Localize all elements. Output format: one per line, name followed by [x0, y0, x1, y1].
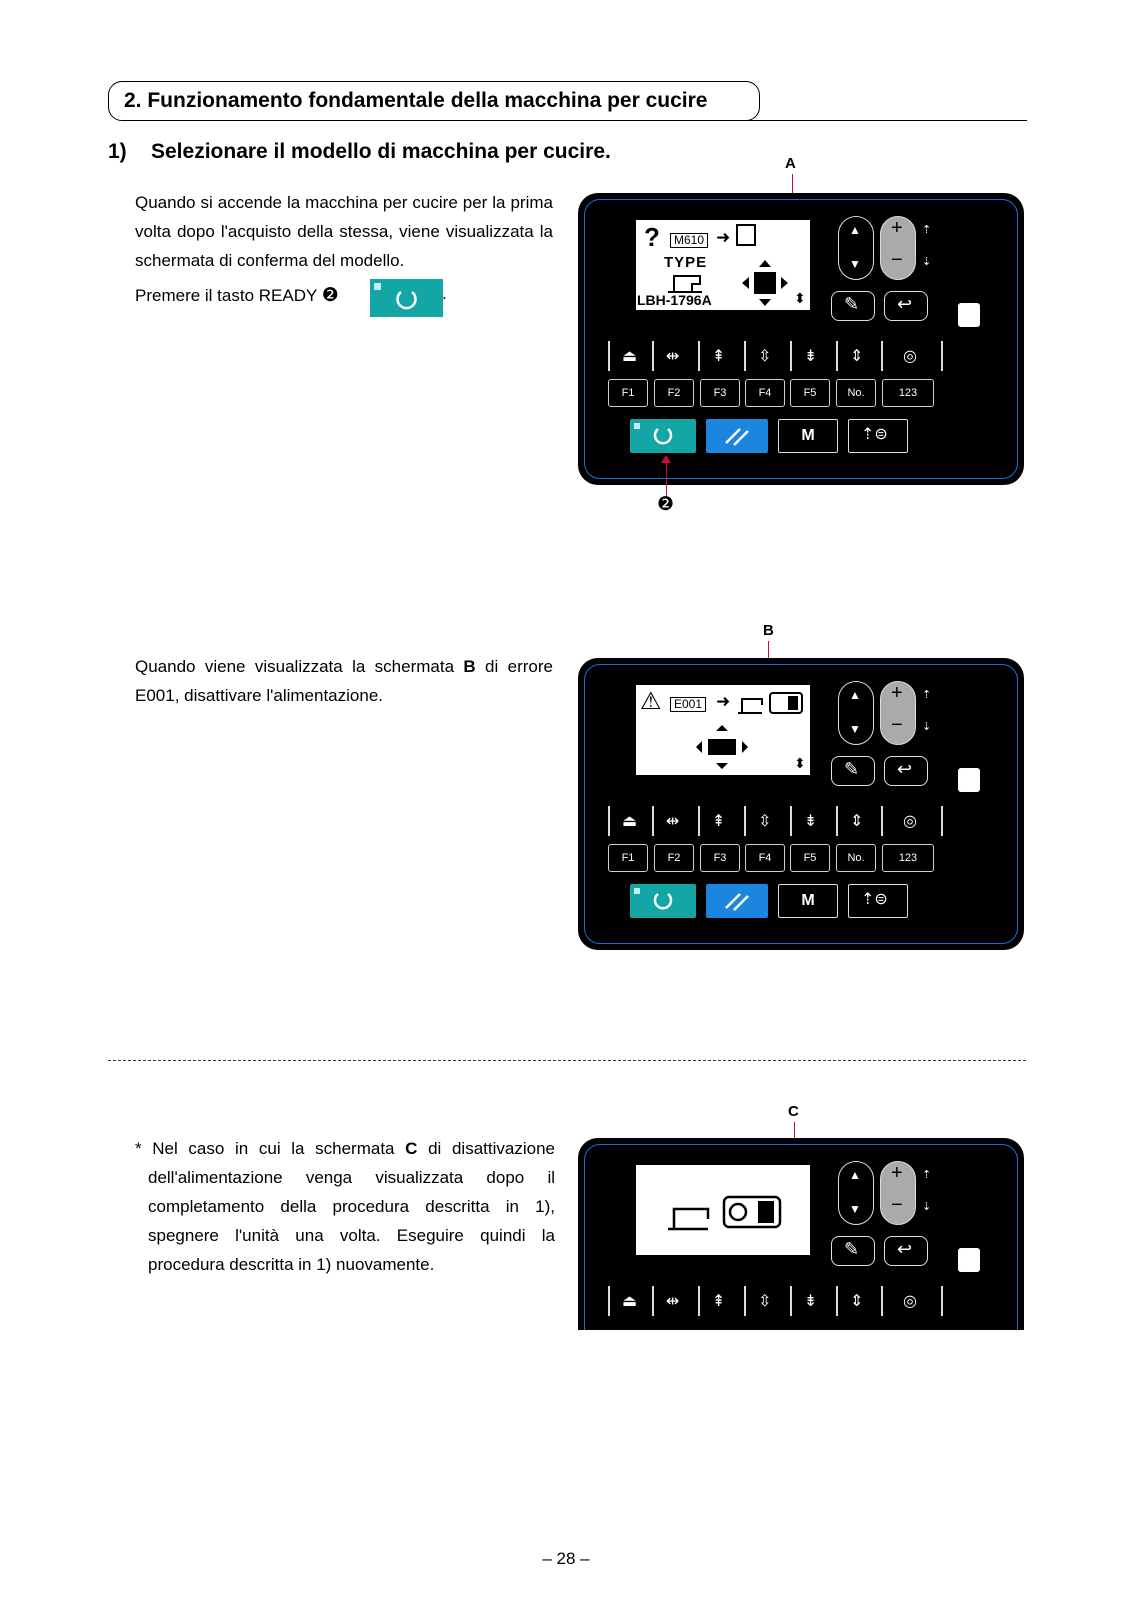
stitch-pitch-icon[interactable]: ⇞ — [712, 1293, 726, 1310]
operation-panel-c — [578, 1138, 1024, 1330]
model-code: M610 — [670, 233, 708, 248]
up-down-key[interactable] — [838, 681, 874, 745]
stitch-width-icon[interactable]: ⇹ — [666, 348, 680, 365]
page-number: – 28 – — [542, 1549, 590, 1568]
f5-key[interactable]: F5 — [790, 379, 830, 407]
plus-minus-key[interactable] — [880, 216, 916, 280]
edit-key[interactable] — [831, 291, 875, 321]
f4-key[interactable]: F4 — [745, 844, 785, 872]
counter-key[interactable]: 123 — [882, 844, 934, 872]
marker-2-arrowhead — [661, 455, 671, 463]
warning-icon: ⚠ — [640, 688, 662, 715]
up-down-key[interactable] — [838, 1161, 874, 1225]
f1-key[interactable]: F1 — [608, 379, 648, 407]
nfc-icon — [958, 303, 980, 327]
minus-icon: − — [891, 714, 903, 736]
pencil-icon: ✎ — [844, 294, 860, 314]
stitch-width-icon[interactable]: ⇹ — [666, 813, 680, 830]
marker-c: C — [788, 1103, 799, 1120]
plus-icon: + — [891, 1162, 903, 1184]
arrow-right-icon: ➜ — [716, 692, 731, 711]
up-icon: ▲ — [849, 688, 861, 702]
marker-b: B — [763, 622, 774, 639]
m-key[interactable]: M — [778, 884, 838, 918]
thread-up-icon: ⇡ — [922, 1169, 932, 1181]
winder-key[interactable] — [848, 884, 908, 918]
ready-key-inline — [370, 279, 443, 317]
power-off-icon — [736, 691, 806, 717]
return-icon: ↩ — [897, 294, 913, 314]
minus-icon: − — [891, 1194, 903, 1216]
f5-key[interactable]: F5 — [790, 844, 830, 872]
m-key[interactable]: M — [778, 419, 838, 453]
operation-panel-a — [578, 193, 1024, 485]
sewing-machine-icon — [666, 272, 706, 294]
instruction-line — [135, 284, 339, 307]
cutting-icon[interactable]: ⇕ — [850, 1293, 864, 1310]
key-number-2: ❷ — [321, 285, 339, 306]
plus-minus-key[interactable] — [880, 681, 916, 745]
bartack-icon[interactable]: ⇟ — [804, 1293, 818, 1310]
cutting-icon[interactable]: ⇕ — [850, 813, 864, 830]
paragraph-2 — [135, 652, 553, 710]
return-key[interactable] — [884, 1236, 928, 1266]
stitch-width-icon[interactable]: ⇹ — [666, 1293, 680, 1310]
counter-key[interactable]: 123 — [882, 379, 934, 407]
screen-a — [636, 220, 810, 310]
paragraph-3-bold: C — [405, 1139, 418, 1158]
pencil-icon: ✎ — [844, 1239, 860, 1259]
type-label: TYPE — [664, 254, 708, 271]
plus-icon: + — [891, 682, 903, 704]
thread-down-icon: ⇣ — [922, 1201, 932, 1213]
thread-down-icon: ⇣ — [922, 721, 932, 733]
f3-key[interactable]: F3 — [700, 844, 740, 872]
minus-icon: − — [891, 249, 903, 271]
ready-key[interactable] — [630, 884, 696, 918]
dashed-separator — [108, 1060, 1026, 1061]
power-off-screen-icon — [666, 1191, 786, 1235]
reset-icon — [706, 419, 768, 453]
presser-foot-icon[interactable]: ⏏ — [622, 1293, 638, 1310]
bobbin-winder-icon: ⇡⊜ — [861, 426, 888, 443]
length-icon[interactable]: ⇳ — [758, 1293, 772, 1310]
instruction-suffix: . — [442, 284, 447, 303]
presser-foot-icon[interactable]: ⏏ — [622, 348, 638, 365]
instruction-prefix: Premere il tasto READY — [135, 286, 318, 305]
length-icon[interactable]: ⇳ — [758, 348, 772, 365]
scroll-icon: ⬍ — [794, 755, 806, 771]
section-title: 2. Funzionamento fondamentale della macchina per cucire — [124, 89, 708, 112]
paragraph-1: Quando si accende la macchina per cucire per la prima volta dopo l'acquisto della stessa, viene visualizzata la schermata di conferma del modello. — [135, 193, 553, 270]
tension-icon[interactable]: ◎ — [903, 1293, 917, 1310]
down-icon: ▼ — [849, 1202, 861, 1216]
marker-2: ❷ — [657, 494, 675, 515]
edit-key[interactable] — [831, 756, 875, 786]
thread-up-icon: ⇡ — [922, 224, 932, 236]
tension-icon[interactable]: ◎ — [903, 348, 917, 365]
selection-icon — [694, 723, 750, 771]
section-header-rule — [740, 120, 1027, 121]
function-icon-row — [608, 806, 980, 836]
plus-icon: + — [891, 217, 903, 239]
stitch-pitch-icon[interactable]: ⇞ — [712, 813, 726, 830]
stitch-pitch-icon[interactable]: ⇞ — [712, 348, 726, 365]
thread-down-icon: ⇣ — [922, 256, 932, 268]
ready-indicator — [634, 423, 640, 429]
reset-key[interactable] — [706, 419, 768, 453]
winder-key[interactable] — [848, 419, 908, 453]
down-icon: ▼ — [849, 722, 861, 736]
touch-icon — [736, 224, 756, 246]
paragraph-2-before: Quando viene visualizzata la schermata — [135, 657, 455, 676]
subsection-title: Selezionare il modello di macchina per cucire. — [151, 140, 611, 163]
tension-icon[interactable]: ◎ — [903, 813, 917, 830]
thread-up-icon: ⇡ — [922, 689, 932, 701]
question-icon: ? — [644, 222, 660, 252]
return-icon: ↩ — [897, 1239, 913, 1259]
pencil-icon: ✎ — [844, 759, 860, 779]
return-icon: ↩ — [897, 759, 913, 779]
up-down-key[interactable] — [838, 216, 874, 280]
edit-key[interactable] — [831, 1236, 875, 1266]
paragraph-2-bold: B — [463, 657, 476, 676]
arrow-right-icon: ➜ — [716, 228, 731, 247]
ready-indicator — [374, 283, 381, 290]
nfc-icon — [958, 1248, 980, 1272]
scroll-icon: ⬍ — [794, 290, 806, 306]
operation-panel-b — [578, 658, 1024, 950]
panel-crop-mask — [570, 1330, 1030, 1360]
return-key[interactable] — [884, 756, 928, 786]
screen-b — [636, 685, 810, 775]
pattern-no-key[interactable]: No. — [836, 379, 876, 407]
marker-a: A — [785, 155, 796, 172]
screen-c — [636, 1165, 810, 1255]
bartack-icon[interactable]: ⇟ — [804, 813, 818, 830]
function-icon-row — [608, 1286, 980, 1316]
four-way-arrows-icon — [740, 258, 790, 308]
error-code: E001 — [670, 697, 706, 712]
down-icon: ▼ — [849, 257, 861, 271]
f3-key[interactable]: F3 — [700, 379, 740, 407]
plus-minus-key[interactable] — [880, 1161, 916, 1225]
cutting-icon[interactable]: ⇕ — [850, 348, 864, 365]
marker-2-line — [666, 460, 667, 496]
paragraph-2-after: di errore E001, disattivare l'alimentazione. — [135, 657, 553, 705]
return-key[interactable] — [884, 291, 928, 321]
f4-key[interactable]: F4 — [745, 379, 785, 407]
f2-key[interactable]: F2 — [654, 844, 694, 872]
function-icon-row — [608, 341, 980, 371]
f1-key[interactable]: F1 — [608, 844, 648, 872]
f2-key[interactable]: F2 — [654, 379, 694, 407]
paragraph-3-before: * Nel caso in cui la schermata — [135, 1139, 395, 1158]
model-name: LBH-1796A — [637, 292, 712, 308]
up-icon: ▲ — [849, 223, 861, 237]
bartack-icon[interactable]: ⇟ — [804, 348, 818, 365]
pattern-no-key[interactable]: No. — [836, 844, 876, 872]
paragraph-3-after: di disattivazione dell'alimentazione venga visualizzata dopo il completamento della procedura descritta in 1), spegnere l'unità una volta. Eseguire quindi la procedura descritta in 1) nuovamente. — [148, 1139, 555, 1274]
reset-key[interactable] — [706, 884, 768, 918]
subsection-number: 1) — [108, 140, 127, 163]
ready-indicator — [634, 888, 640, 894]
reset-icon — [706, 884, 768, 918]
bobbin-winder-icon: ⇡⊜ — [861, 891, 888, 908]
paragraph-3 — [135, 1134, 555, 1279]
up-icon: ▲ — [849, 1168, 861, 1182]
nfc-icon — [958, 768, 980, 792]
ready-key[interactable] — [630, 419, 696, 453]
length-icon[interactable]: ⇳ — [758, 813, 772, 830]
presser-foot-icon[interactable]: ⏏ — [622, 813, 638, 830]
